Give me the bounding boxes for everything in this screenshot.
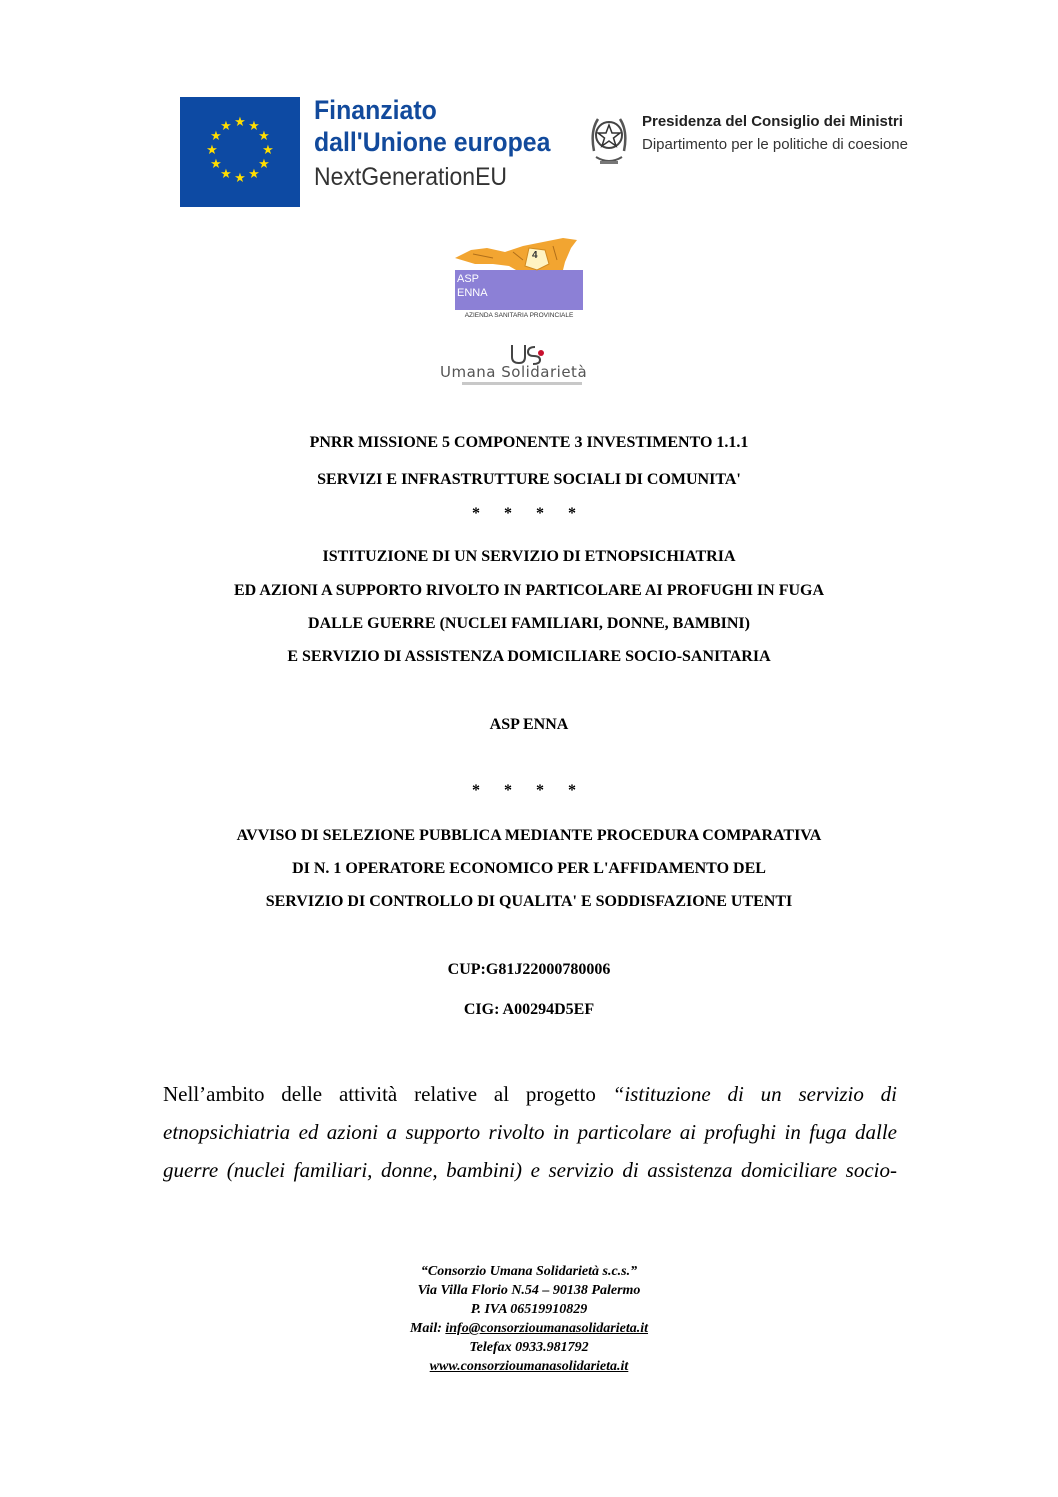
footer-website-link[interactable]: www.consorzioumanasolidarieta.it (429, 1359, 629, 1374)
presidenza-line-1: Presidenza del Consiglio dei Ministri (642, 113, 903, 130)
body-line-2 (163, 1113, 897, 1151)
svg-text:★: ★ (258, 129, 270, 144)
project-title-line: ED AZIONI A SUPPORTO RIVOLTO IN PARTICOLARE AI PROFUGHI IN FUGA (233, 582, 825, 599)
svg-text:★: ★ (220, 119, 232, 134)
svg-text:★: ★ (210, 129, 222, 144)
svg-text:★: ★ (248, 119, 260, 134)
svg-text:★: ★ (210, 157, 222, 172)
pnrr-mission-title: PNRR MISSIONE 5 COMPONENTE 3 INVESTIMENTO 1.1.1 (309, 434, 749, 451)
body-paragraph (163, 1075, 897, 1189)
footer-phone: Telefax 0933.981792 (469, 1340, 589, 1355)
asp-label-line-2: ENNA (457, 287, 488, 299)
eu-funding-text (314, 94, 564, 196)
footer-mail-row (0, 1319, 1058, 1338)
umana-subtitle-bar (462, 382, 582, 385)
body-line-2-italic: etnopsichiatria ed azioni a supporto rivolto in particolare ai profughi in fuga dalle (163, 1120, 897, 1144)
footer-mail-link[interactable]: info@consorzioumanasolidarieta.it (445, 1321, 649, 1336)
eu-line-1: Finanziato (314, 95, 437, 125)
eu-line-2: dall'Unione europea (314, 127, 551, 157)
asp-label-line-1: ASP (457, 273, 480, 285)
services-title: SERVIZI E INFRASTRUTTURE SOCIALI DI COMUNITA' (317, 471, 741, 488)
separator-stars-1: * * * * (472, 505, 586, 522)
footer-mail-label: Mail: (409, 1321, 446, 1336)
asp-enna-logo (453, 230, 585, 322)
presidenza-line-2: Dipartimento per le politiche di coesione (642, 136, 908, 153)
separator-stars-2: * * * * (472, 782, 586, 799)
umana-solidarieta-mark-icon (509, 343, 545, 365)
project-title-line: ISTITUZIONE DI UN SERVIZIO DI ETNOPSICHIATRIA (322, 548, 736, 565)
cup-code: CUP:G81J22000780006 (447, 961, 611, 978)
body-line-1 (163, 1075, 897, 1113)
body-line-3 (163, 1151, 897, 1189)
presidenza-text (642, 111, 908, 157)
notice-title-line: AVVISO DI SELEZIONE PUBBLICA MEDIANTE PROCEDURA COMPARATIVA (236, 827, 822, 844)
body-line-1-italic: “istituzione di un servizio di (612, 1082, 897, 1106)
italian-emblem-icon (588, 107, 630, 169)
body-line-1-plain: Nell’ambito delle attività relative al progetto (163, 1082, 613, 1106)
svg-text:★: ★ (262, 143, 274, 158)
svg-text:★: ★ (234, 171, 246, 186)
entity-name: ASP ENNA (489, 716, 569, 733)
cig-code: CIG: A00294D5EF (463, 1001, 595, 1018)
svg-text:★: ★ (206, 143, 218, 158)
svg-text:★: ★ (258, 157, 270, 172)
project-title-line: E SERVIZIO DI ASSISTENZA DOMICILIARE SOCIO-SANITARIA (287, 648, 771, 665)
footer (0, 1262, 1058, 1376)
eu-stars-icon (180, 97, 300, 207)
notice-title-line: DI N. 1 OPERATORE ECONOMICO PER L'AFFIDAMENTO DEL (292, 860, 766, 877)
footer-address: Via Villa Florio N.54 – 90138 Palermo (417, 1283, 641, 1298)
svg-text:★: ★ (234, 115, 246, 130)
svg-text:★: ★ (220, 167, 232, 182)
svg-text:★: ★ (248, 167, 260, 182)
project-title-line: DALLE GUERRE (NUCLEI FAMILIARI, DONNE, BAMBINI) (308, 615, 750, 632)
eu-flag-logo (180, 97, 300, 207)
footer-vat: P. IVA 06519910829 (470, 1302, 588, 1317)
footer-name: “Consorzio Umana Solidarietà s.c.s.” (420, 1264, 638, 1279)
body-line-3-italic: guerre (nuclei familiari, donne, bambini) e servizio di assistenza domiciliare socio- (163, 1158, 897, 1182)
notice-title-line: SERVIZIO DI CONTROLLO DI QUALITA' E SODDISFAZIONE UTENTI (265, 893, 793, 910)
asp-caption: AZIENDA SANITARIA PROVINCIALE (464, 312, 574, 319)
umana-solidarieta-name: Umana Solidarietà (440, 363, 588, 381)
asp-district-number: 4 (532, 250, 538, 261)
eu-line-3: NextGenerationEU (314, 163, 508, 191)
